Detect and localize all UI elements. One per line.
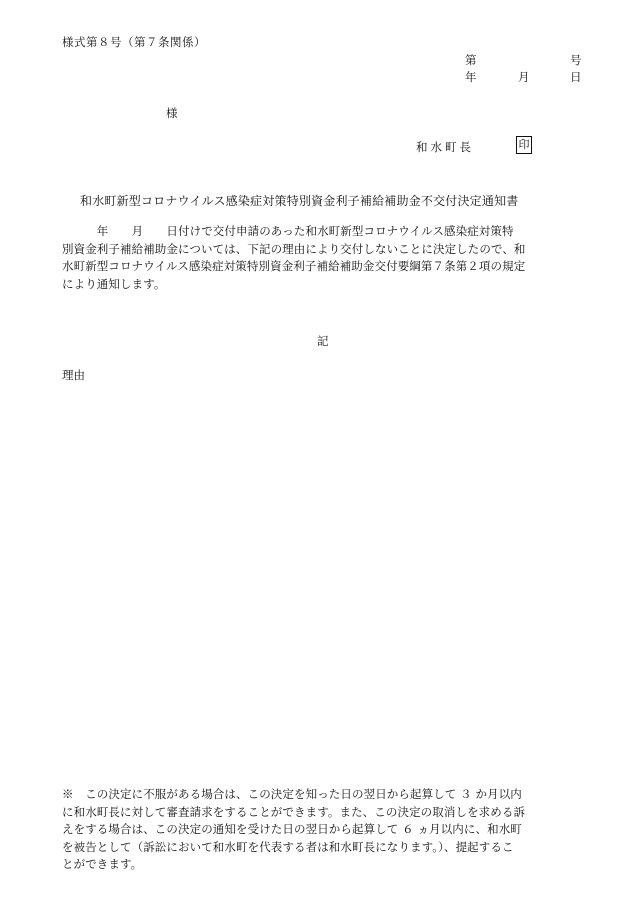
reason-label: 理由 xyxy=(62,368,85,382)
body-paragraph xyxy=(62,223,584,293)
notice-line: に和水町長に対して審査請求をすることができます。また、この決定の取消しを求める訴 xyxy=(62,804,526,819)
form-number: 様式第８号（第７条関係） xyxy=(62,35,206,49)
addressee-honorific: 様 xyxy=(166,106,178,120)
appeal-notice xyxy=(62,786,584,874)
notice-line: ※ この決定に不服がある場合は、この決定を知った日の翌日から起算して ３ か月以内 xyxy=(62,787,522,801)
document-number-suffix: 号 xyxy=(570,53,582,67)
ki-heading: 記 xyxy=(317,334,329,348)
date-month-label: 月 xyxy=(518,70,530,84)
body-line: 水町新型コロナウイルス感染症対策特別資金利子補給補助金交付要綱第７条第２項の規定 xyxy=(62,259,526,274)
date-year-label: 年 xyxy=(465,70,477,84)
notice-line: とができます。 xyxy=(62,857,143,872)
document-title: 和水町新型コロナウイルス感染症対策特別資金利子補給補助金不交付決定通知書 xyxy=(80,194,519,208)
body-line: により通知します。 xyxy=(62,276,166,291)
sender-mayor: 和水町長 xyxy=(416,140,474,154)
body-line: 年 月 日付けで交付申請のあった和水町新型コロナウイルス感染症対策特 xyxy=(62,224,514,238)
notice-line: を被告として（訴訟において和水町を代表する者は和水町長になります。）、提起するこ xyxy=(62,839,514,854)
seal-mark: 印 xyxy=(516,136,532,154)
notice-line: えをする場合は、この決定の通知を受けた日の翌日から起算して ６ ヵ月以内に、和水町 xyxy=(62,822,522,837)
date-day-label: 日 xyxy=(570,70,582,84)
body-line: 別資金利子補給補助金については、下記の理由により交付しないことに決定したので、和 xyxy=(62,241,526,256)
document-number-label: 第 xyxy=(465,53,477,67)
